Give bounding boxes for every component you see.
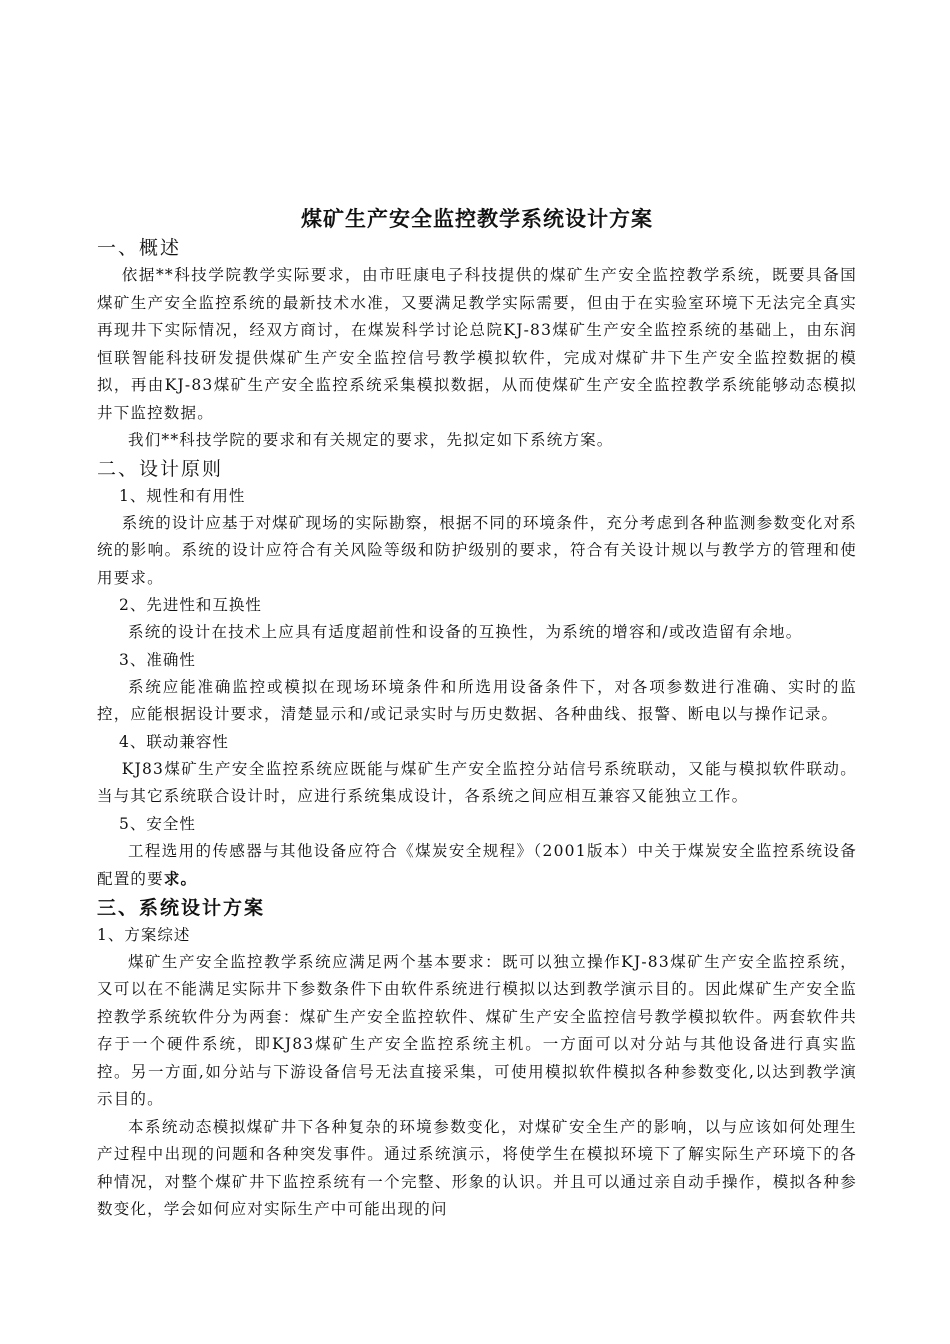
paragraph: 系统的设计在技术上应具有适度超前性和设备的互换性，为系统的增容和/或改造留有余地。 — [128, 623, 803, 641]
paragraph: 我们**科技学院的要求和有关规定的要求，先拟定如下系统方案。 — [128, 431, 614, 449]
document-page — [97, 204, 857, 1224]
subsection-heading: 3、准确性 — [119, 650, 196, 669]
subsection-heading: 5、安全性 — [119, 814, 196, 833]
paragraph: 系统应能准确监控或模拟在现场环境条件和所选用设备条件下，对各项参数进行准确、实时的监控，应能根据设计要求，清楚显示和/或记录实时与历史数据、各种曲线、报警、断电以与操作记录。 — [97, 677, 857, 723]
paragraph: 本系统动态模拟煤矿井下各种复杂的环境参数变化，对煤矿安全生产的影响，以与应该如何处理生产过程中出现的问题和各种突发事件。通过系统演示，将使学生在模拟环境下了解实际生产环境下的各种情况，对整个煤矿井下监控系统有一个完整、形象的认识。并且可以通过亲自动手操作，模拟各种参数变化，学会如何应对实际生产中可能出现的问 — [97, 1117, 857, 1218]
document-title: 煤矿生产安全监控教学系统设计方案 — [301, 206, 653, 231]
paragraph: 煤矿生产安全监控教学系统应满足两个基本要求：既可以独立操作KJ-83煤矿生产安全监控系统，又可以在不能满足实际井下参数条件下由软件系统进行模拟以达到教学演示目的。因此煤矿生产安全监控教学系统软件分为两套：煤矿生产安全监控软件、煤矿生产安全监控信号教学模拟软件。两套软件共存于一个硬件系统，即KJ83煤矿生产安全监控系统主机。一方面可以对分站与其他设备进行真实监控。另一方面,如分站与下游设备信号无法直接采集，可使用模拟软件模拟各种参数变化,以达到教学演示目的。 — [97, 952, 857, 1108]
paragraph: KJ83煤矿生产安全监控系统应既能与煤矿生产安全监控分站信号系统联动，又能与模拟软件联动。当与其它系统联合设计时，应进行系统集成设计，各系统之间应相互兼容又能独立工作。 — [97, 759, 857, 805]
subsection-heading: 1、方案综述 — [97, 925, 191, 944]
subsection-heading: 4、联动兼容性 — [119, 732, 229, 751]
subsection-heading: 1、规性和有用性 — [119, 486, 246, 505]
paragraph: 系统的设计应基于对煤矿现场的实际勘察，根据不同的环境条件，充分考虑到各种监测参数变化对系统的影响。系统的设计应符合有关风险等级和防护级别的要求，符合有关设计规以与教学方的管理和使用要求。 — [97, 513, 857, 587]
paragraph — [97, 838, 857, 894]
section-heading-principles: 二、设计原则 — [97, 457, 224, 480]
section-heading-design: 三、系统设计方案 — [97, 896, 266, 919]
paragraph-text-bold: 求。 — [163, 869, 198, 888]
section-heading-overview: 一、概述 — [97, 237, 182, 259]
paragraph-text: 工程选用的传感器与其他设备应符合《煤炭安全规程》（2001版本）中关于煤炭安全监控系统设备配置的要 — [97, 841, 857, 888]
paragraph: 依据**科技学院教学实际要求，由市旺康电子科技提供的煤矿生产安全监控教学系统，既要具备国煤矿生产安全监控系统的最新技术水准，又要满足教学实际需要，但由于在实验室环境下无法完全真实再现井下实际情况，经双方商讨，在煤炭科学讨论总院KJ-83煤矿生产安全监控系统的基础上，由东润恒联智能科技研发提供煤矿生产安全监控信号教学模拟软件，完成对煤矿井下生产安全监控数据的模拟，再由KJ-83煤矿生产安全监控系统采集模拟数据，从而使煤矿生产安全监控教学系统能够动态模拟井下监控数据。 — [97, 266, 857, 422]
subsection-heading: 2、先进性和互换性 — [119, 596, 262, 614]
